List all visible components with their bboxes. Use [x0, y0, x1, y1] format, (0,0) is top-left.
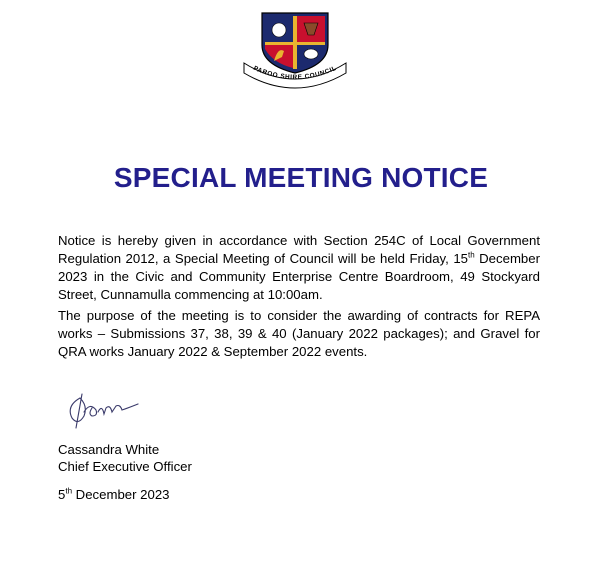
wool-bale-icon — [304, 49, 318, 59]
notice-p1-sup: th — [467, 250, 475, 260]
sheep-icon — [272, 23, 286, 37]
shield-cross-h — [265, 42, 325, 45]
notice-p1-text-b: December 2023 in the Civic and Community Enterprise Centre Boardroom, 49 Stockyard Street, Cunnamulla commencing at 10:00am. — [58, 251, 540, 302]
signatory-role: Chief Executive Officer — [58, 459, 192, 474]
notice-paragraph-2: The purpose of the meeting is to consider the awarding of contracts for REPA works – Submissions 37, 38, 39 & 40 (January 2022 packages); and Gravel for QRA works January 2022 & September 2022 events. — [58, 308, 540, 359]
date-sup: th — [65, 486, 73, 496]
council-crest-logo — [238, 9, 352, 89]
motto-text: PAROO SHIRE COUNCIL — [252, 64, 338, 82]
date-day: 5 — [58, 487, 66, 502]
signatory-name: Cassandra White — [58, 442, 160, 457]
notice-paragraph-1 — [58, 232, 540, 304]
notice-date — [58, 486, 170, 503]
notice-p1-text-a: Notice is hereby given in accordance with Section 254C of Local Government Regulation 2012, a Special Meeting of Council will be held Friday, 15 — [58, 233, 540, 266]
page-title: SPECIAL MEETING NOTICE — [113, 162, 489, 193]
date-rest: December 2023 — [72, 487, 170, 502]
handwritten-signature — [62, 390, 152, 430]
